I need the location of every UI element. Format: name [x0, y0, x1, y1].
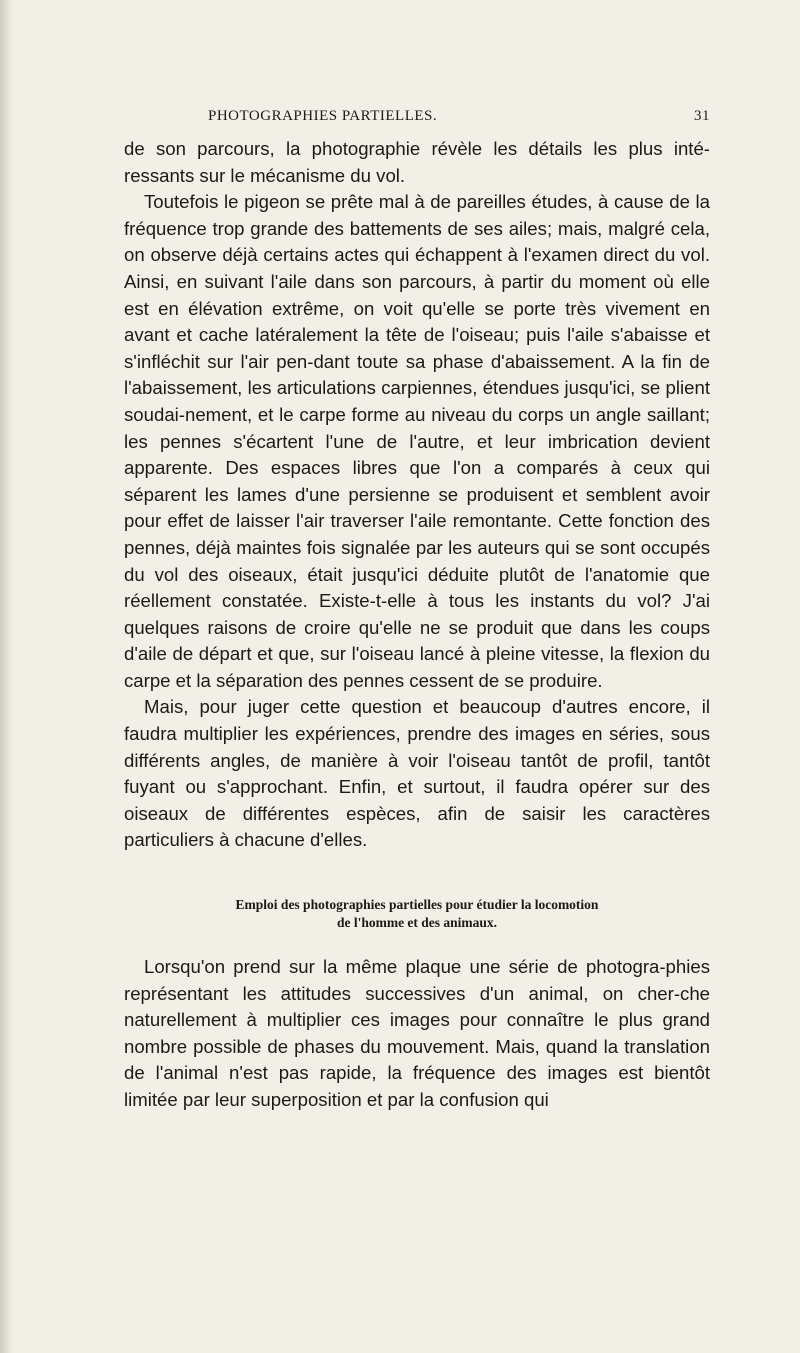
running-title: PHOTOGRAPHIES PARTIELLES. [208, 108, 438, 124]
page-gutter-shadow [0, 0, 14, 1353]
section-heading-line-1: Emploi des photographies partielles pour étudier la locomotion [235, 897, 599, 913]
book-page [124, 108, 710, 1114]
section-heading-line-2: de l'homme et des animaux. [336, 915, 498, 931]
paragraph-section-start: Lorsqu'on prend sur la même plaque une série de photogra-phies représentant les attitudes successives d'un animal, on cher-che naturellement à multiplier ces images pour connaître le plus grand nombre possible de phases du mouvement. Mais, quand la translation de l'animal n'est pas rapide, la fréquence des images est bientôt limitée par leur superposition et par la confusion qui [124, 956, 710, 1110]
section-heading [124, 896, 710, 932]
body-text [124, 136, 710, 1114]
paragraph-pigeon-wing: Toutefois le pigeon se prête mal à de pareilles études, à cause de la fréquence trop grande des battements de ses ailes; mais, malgré cela, on observe déjà certains actes qui échappent à l'examen direct du vol. Ainsi, en suivant l'aile dans son parcours, à partir du moment où elle est en élévation extrême, on voit qu'elle se porte très vivement en avant et cache latéralement la tête de l'oiseau; puis l'aile s'abaisse et s'infléchit sur l'air pen-dant toute sa phase d'abaissement. A la fin de l'abaissement, les articulations carpiennes, étendues jusqu'ici, se plient soudai-nement, et le carpe forme au niveau du corps un angle saillant; les pennes s'écartent l'une de l'autre, et leur imbrication devient apparente. Des espaces libres que l'on a comparés à ceux qui séparent les lames d'une persienne se produisent et semblent avoir pour effet de laisser l'air traverser l'aile remontante. Cette fonction des pennes, déjà maintes fois signalée par les auteurs qui se sont occupés du vol des oiseaux, était jusqu'ici déduite plutôt de l'anatomie que réellement constatée. Existe-t-elle à tous les instants du vol? J'ai quelques raisons de croire qu'elle ne se produit que dans les coups d'aile de départ et que, sur l'oiseau lancé à pleine vitesse, la flexion du carpe et la séparation des pennes cessent de se produire. [124, 191, 710, 691]
page-number: 31 [694, 108, 710, 124]
paragraph-experiments: Mais, pour juger cette question et beaucoup d'autres encore, il faudra multiplier les expériences, prendre des images en séries, sous différents angles, de manière à voir l'oiseau tantôt de profil, tantôt fuyant ou s'approchant. Enfin, et surtout, il faudra opérer sur des oiseaux de différentes espèces, afin de saisir les caractères particuliers à chacune d'elles. [124, 696, 710, 851]
running-head [124, 108, 710, 136]
paragraph-continuation: de son parcours, la photographie révèle les détails les plus inté-ressants sur le mécanisme du vol. [124, 138, 710, 186]
